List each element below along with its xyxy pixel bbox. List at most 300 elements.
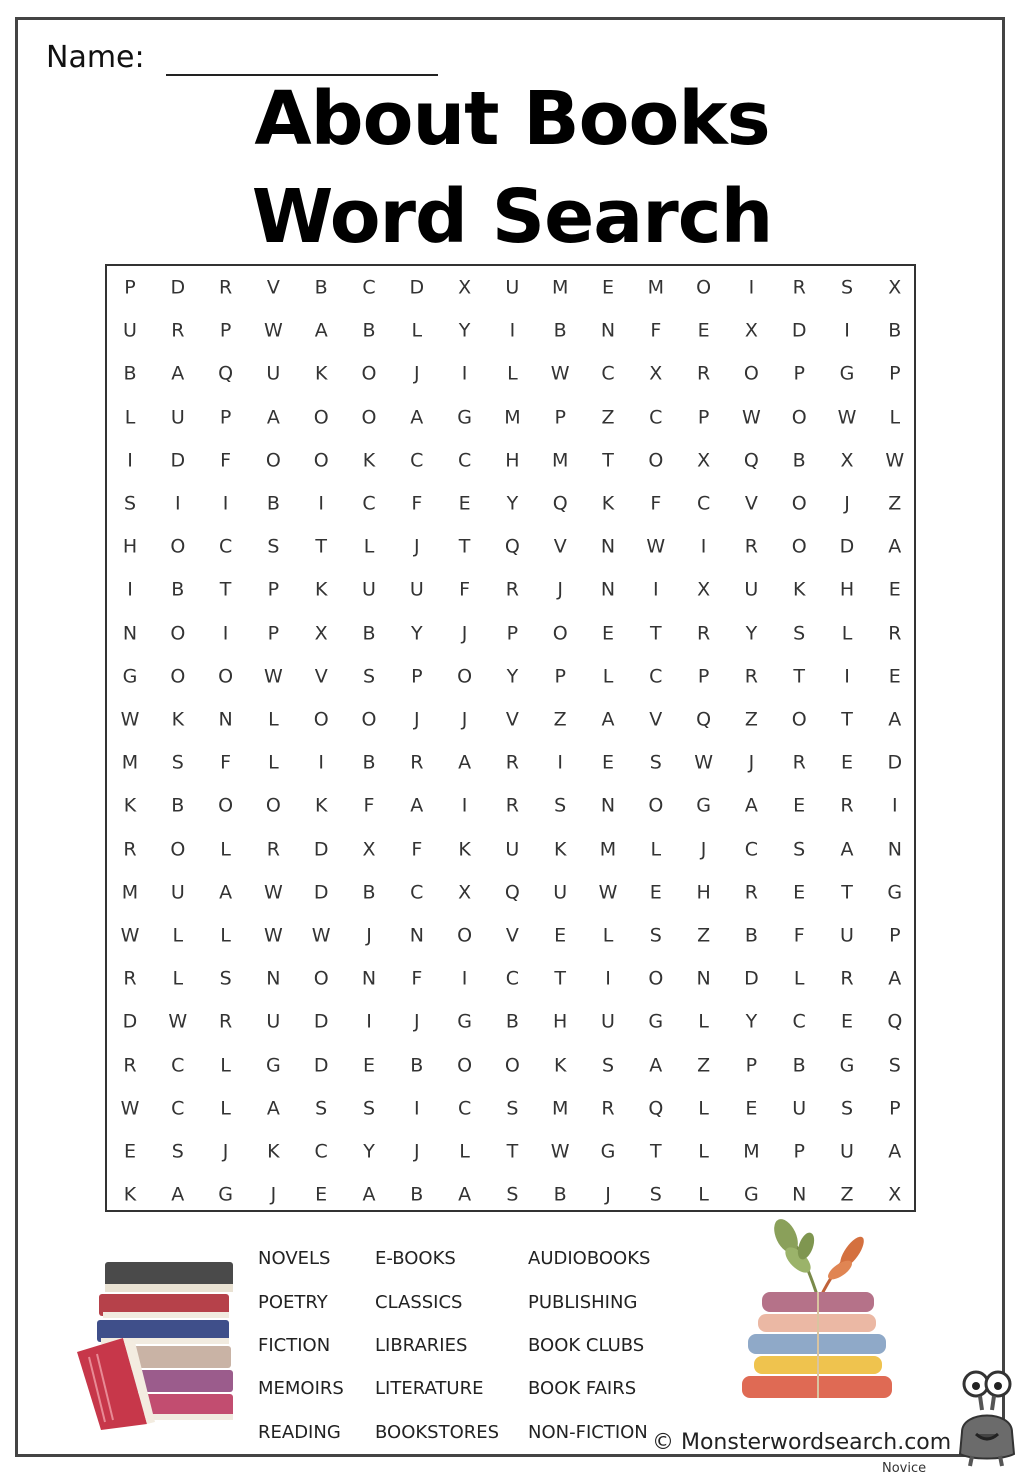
grid-cell[interactable]: U [792, 1097, 807, 1120]
grid-cell[interactable]: F [411, 967, 423, 990]
grid-cell[interactable]: L [268, 751, 279, 774]
grid-cell[interactable]: P [124, 276, 136, 299]
grid-cell[interactable]: R [266, 838, 280, 861]
grid-cell[interactable]: D [313, 881, 329, 904]
grid-cell[interactable]: B [553, 319, 567, 342]
grid-cell[interactable]: N [218, 708, 233, 731]
grid-cell[interactable]: R [696, 622, 711, 645]
grid-cell[interactable]: N [600, 535, 616, 558]
grid-cell[interactable]: R [601, 1097, 615, 1120]
grid-cell[interactable]: S [362, 665, 376, 688]
grid-cell[interactable]: S [793, 838, 806, 861]
grid-cell[interactable]: D [409, 276, 425, 299]
grid-cell[interactable]: I [748, 276, 755, 299]
grid-cell[interactable]: R [744, 881, 758, 904]
grid-cell[interactable]: U [553, 881, 568, 904]
grid-cell[interactable]: E [315, 1183, 328, 1206]
grid-cell[interactable]: I [318, 492, 324, 515]
grid-cell[interactable]: I [700, 535, 707, 558]
grid-cell[interactable]: P [745, 1054, 758, 1077]
grid-cell[interactable]: V [505, 708, 519, 731]
grid-cell[interactable]: S [649, 924, 662, 947]
grid-cell[interactable]: E [123, 1140, 136, 1163]
grid-cell[interactable]: M [504, 406, 521, 429]
grid-cell[interactable]: Y [506, 665, 519, 688]
grid-cell[interactable]: P [793, 1140, 805, 1163]
grid-cell[interactable]: O [457, 1054, 473, 1077]
grid-cell[interactable]: G [648, 1010, 664, 1033]
grid-cell[interactable]: M [121, 881, 139, 904]
grid-cell[interactable]: M [551, 276, 569, 299]
grid-cell[interactable]: H [839, 578, 855, 601]
grid-cell[interactable]: R [744, 665, 758, 688]
grid-cell[interactable]: L [650, 838, 662, 861]
grid-cell[interactable]: O [791, 708, 807, 731]
grid-cell[interactable]: D [122, 1010, 138, 1033]
grid-cell[interactable]: W [120, 1097, 140, 1120]
grid-cell[interactable]: A [744, 794, 758, 817]
grid-cell[interactable]: I [652, 578, 659, 601]
grid-cell[interactable]: L [220, 1054, 231, 1077]
grid-cell[interactable]: V [649, 708, 663, 731]
grid-cell[interactable]: S [315, 1097, 328, 1120]
grid-cell[interactable]: P [889, 1097, 901, 1120]
grid-cell[interactable]: W [694, 751, 713, 774]
grid-cell[interactable]: F [459, 578, 471, 601]
grid-cell[interactable]: Q [218, 362, 234, 385]
grid-cell[interactable]: P [554, 665, 566, 688]
grid-cell[interactable]: Q [887, 1010, 903, 1033]
grid-cell[interactable]: W [120, 924, 140, 947]
grid-cell[interactable]: A [219, 881, 233, 904]
grid-cell[interactable]: R [505, 794, 519, 817]
grid-cell[interactable]: I [605, 967, 611, 990]
grid-cell[interactable]: K [171, 708, 185, 731]
grid-cell[interactable]: O [457, 665, 473, 688]
grid-cell[interactable]: L [793, 967, 805, 990]
grid-cell[interactable]: L [459, 1140, 470, 1163]
grid-cell[interactable]: G [887, 881, 903, 904]
grid-cell[interactable]: P [697, 406, 710, 429]
grid-cell[interactable]: Z [888, 492, 902, 515]
grid-cell[interactable]: S [840, 276, 854, 299]
grid-cell[interactable]: A [171, 362, 185, 385]
grid-cell[interactable]: B [362, 881, 376, 904]
grid-cell[interactable]: C [696, 492, 711, 515]
grid-cell[interactable]: E [601, 622, 614, 645]
grid-cell[interactable]: P [793, 362, 805, 385]
grid-cell[interactable]: Z [744, 708, 758, 731]
grid-cell[interactable]: C [362, 492, 376, 515]
grid-cell[interactable]: G [122, 665, 138, 688]
grid-cell[interactable]: H [696, 881, 711, 904]
grid-cell[interactable]: M [121, 751, 139, 774]
grid-cell[interactable]: O [170, 622, 186, 645]
grid-cell[interactable]: M [647, 276, 664, 299]
grid-cell[interactable]: I [222, 622, 229, 645]
grid-cell[interactable]: I [461, 967, 468, 990]
grid-cell[interactable]: X [649, 362, 663, 385]
grid-cell[interactable]: A [266, 1097, 280, 1120]
grid-cell[interactable]: J [461, 622, 468, 645]
grid-cell[interactable]: K [267, 1140, 280, 1163]
grid-cell[interactable]: J [413, 362, 420, 385]
grid-cell[interactable]: R [505, 578, 519, 601]
grid-cell[interactable]: E [458, 492, 471, 515]
grid-cell[interactable]: S [506, 1183, 519, 1206]
grid-cell[interactable]: W [263, 924, 283, 947]
grid-cell[interactable]: X [744, 319, 758, 342]
grid-cell[interactable]: C [505, 967, 520, 990]
grid-cell[interactable]: E [554, 924, 567, 947]
grid-cell[interactable]: R [218, 276, 233, 299]
grid-cell[interactable]: J [413, 535, 420, 558]
grid-cell[interactable]: S [267, 535, 280, 558]
grid-cell[interactable]: Q [552, 492, 568, 515]
grid-cell[interactable]: C [218, 535, 233, 558]
grid-cell[interactable]: J [700, 838, 707, 861]
grid-cell[interactable]: L [268, 708, 279, 731]
grid-cell[interactable]: Z [697, 924, 711, 947]
grid-cell[interactable]: P [506, 622, 519, 645]
letter-grid[interactable] [105, 264, 916, 1212]
grid-cell[interactable]: N [361, 967, 377, 990]
grid-cell[interactable]: D [839, 535, 855, 558]
grid-cell[interactable]: T [219, 578, 232, 601]
grid-cell[interactable]: M [551, 449, 569, 472]
grid-cell[interactable]: W [120, 708, 140, 731]
grid-cell[interactable]: O [361, 708, 377, 731]
grid-cell[interactable]: I [461, 362, 468, 385]
grid-cell[interactable]: L [363, 535, 375, 558]
grid-cell[interactable]: V [266, 276, 280, 299]
grid-cell[interactable]: G [744, 1183, 759, 1206]
grid-cell[interactable]: B [171, 794, 185, 817]
grid-cell[interactable]: S [840, 1097, 854, 1120]
grid-cell[interactable]: S [793, 622, 806, 645]
grid-cell[interactable]: Y [745, 622, 758, 645]
grid-cell[interactable]: T [793, 665, 805, 688]
grid-cell[interactable]: B [505, 1010, 519, 1033]
grid-cell[interactable]: I [127, 578, 133, 601]
grid-cell[interactable]: S [123, 492, 137, 515]
grid-cell[interactable]: R [840, 794, 854, 817]
grid-cell[interactable]: F [650, 492, 662, 515]
grid-cell[interactable]: O [170, 838, 186, 861]
grid-cell[interactable]: R [792, 751, 806, 774]
grid-cell[interactable]: C [410, 881, 424, 904]
grid-cell[interactable]: R [123, 967, 137, 990]
grid-cell[interactable]: A [266, 406, 280, 429]
grid-cell[interactable]: U [266, 362, 281, 385]
grid-cell[interactable]: J [461, 708, 468, 731]
grid-cell[interactable]: B [362, 319, 376, 342]
grid-cell[interactable]: L [889, 406, 901, 429]
grid-cell[interactable]: A [171, 1183, 185, 1206]
grid-cell[interactable]: O [170, 535, 186, 558]
grid-cell[interactable]: B [410, 1183, 424, 1206]
grid-cell[interactable]: F [363, 794, 375, 817]
grid-cell[interactable]: W [550, 362, 570, 385]
grid-cell[interactable]: L [698, 1097, 709, 1120]
grid-cell[interactable]: A [410, 794, 424, 817]
grid-cell[interactable]: O [218, 665, 234, 688]
grid-cell[interactable]: L [172, 924, 184, 947]
grid-cell[interactable]: U [840, 1140, 854, 1163]
grid-cell[interactable]: B [314, 276, 328, 299]
grid-cell[interactable]: E [840, 1010, 853, 1033]
grid-cell[interactable]: W [837, 406, 857, 429]
grid-cell[interactable]: K [792, 578, 806, 601]
grid-cell[interactable]: D [170, 449, 186, 472]
grid-cell[interactable]: R [123, 1054, 137, 1077]
grid-cell[interactable]: B [123, 362, 137, 385]
grid-cell[interactable]: U [123, 319, 137, 342]
grid-cell[interactable]: X [314, 622, 328, 645]
grid-cell[interactable]: U [840, 924, 854, 947]
grid-cell[interactable]: J [413, 1010, 420, 1033]
grid-cell[interactable]: O [791, 535, 807, 558]
grid-cell[interactable]: U [409, 578, 424, 601]
grid-cell[interactable]: O [265, 794, 281, 817]
grid-cell[interactable]: T [315, 535, 327, 558]
grid-cell[interactable]: I [891, 794, 898, 817]
grid-cell[interactable]: K [123, 794, 137, 817]
grid-cell[interactable]: S [649, 751, 662, 774]
grid-cell[interactable]: F [220, 751, 232, 774]
grid-cell[interactable]: N [887, 838, 902, 861]
grid-cell[interactable]: C [649, 406, 663, 429]
grid-cell[interactable]: W [550, 1140, 570, 1163]
grid-cell[interactable]: Y [410, 622, 423, 645]
grid-cell[interactable]: O [504, 1054, 520, 1077]
grid-cell[interactable]: X [888, 276, 902, 299]
grid-cell[interactable]: W [885, 449, 905, 472]
grid-cell[interactable]: G [600, 1140, 616, 1163]
grid-cell[interactable]: P [697, 665, 710, 688]
grid-cell[interactable]: Q [504, 881, 520, 904]
grid-cell[interactable]: J [270, 1183, 277, 1206]
grid-cell[interactable]: K [458, 838, 471, 861]
grid-cell[interactable]: N [266, 967, 281, 990]
grid-cell[interactable]: X [697, 449, 711, 472]
grid-cell[interactable]: U [601, 1010, 615, 1033]
grid-cell[interactable]: X [362, 838, 376, 861]
grid-cell[interactable]: X [458, 276, 472, 299]
grid-cell[interactable]: H [505, 449, 520, 472]
grid-cell[interactable]: N [122, 622, 138, 645]
grid-cell[interactable]: K [123, 1183, 137, 1206]
grid-cell[interactable]: E [888, 578, 901, 601]
grid-cell[interactable]: N [600, 794, 616, 817]
grid-cell[interactable]: J [557, 578, 563, 601]
grid-cell[interactable]: P [889, 362, 901, 385]
grid-cell[interactable]: L [220, 924, 231, 947]
grid-cell[interactable]: K [362, 449, 376, 472]
grid-cell[interactable]: T [841, 881, 853, 904]
grid-cell[interactable]: O [791, 492, 807, 515]
grid-cell[interactable]: X [888, 1183, 902, 1206]
grid-cell[interactable]: X [458, 881, 472, 904]
grid-cell[interactable]: I [844, 665, 850, 688]
grid-cell[interactable]: O [648, 449, 664, 472]
grid-cell[interactable]: K [601, 492, 615, 515]
grid-cell[interactable]: V [553, 535, 567, 558]
grid-cell[interactable]: F [650, 319, 662, 342]
grid-cell[interactable]: C [410, 449, 424, 472]
grid-cell[interactable]: I [509, 319, 516, 342]
grid-cell[interactable]: B [553, 1183, 567, 1206]
grid-cell[interactable]: D [887, 751, 903, 774]
grid-cell[interactable]: W [311, 924, 331, 947]
grid-cell[interactable]: C [457, 1097, 472, 1120]
grid-cell[interactable]: P [219, 319, 232, 342]
grid-cell[interactable]: O [170, 665, 186, 688]
grid-cell[interactable]: E [888, 665, 901, 688]
grid-cell[interactable]: D [313, 1054, 329, 1077]
grid-cell[interactable]: N [600, 319, 616, 342]
grid-cell[interactable]: O [218, 794, 234, 817]
grid-cell[interactable]: Y [745, 1010, 758, 1033]
grid-cell[interactable]: S [649, 1183, 662, 1206]
grid-cell[interactable]: Y [363, 1140, 375, 1163]
grid-cell[interactable]: U [505, 276, 520, 299]
grid-cell[interactable]: G [839, 1054, 855, 1077]
grid-cell[interactable]: I [413, 1097, 420, 1120]
grid-cell[interactable]: E [601, 751, 614, 774]
grid-cell[interactable]: Z [553, 708, 567, 731]
grid-cell[interactable]: I [844, 319, 850, 342]
grid-cell[interactable]: D [313, 838, 329, 861]
grid-cell[interactable]: B [744, 924, 758, 947]
grid-cell[interactable]: A [362, 1183, 376, 1206]
grid-cell[interactable]: J [413, 708, 420, 731]
grid-cell[interactable]: C [744, 838, 759, 861]
grid-cell[interactable]: B [362, 622, 376, 645]
grid-cell[interactable]: T [649, 1140, 662, 1163]
grid-cell[interactable]: V [314, 665, 328, 688]
grid-cell[interactable]: E [793, 881, 806, 904]
grid-cell[interactable]: Q [743, 449, 759, 472]
grid-cell[interactable]: U [170, 406, 185, 429]
grid-cell[interactable]: G [218, 1183, 233, 1206]
grid-cell[interactable]: U [505, 838, 520, 861]
grid-cell[interactable]: Q [648, 1097, 664, 1120]
grid-cell[interactable]: K [314, 794, 328, 817]
grid-cell[interactable]: L [220, 838, 231, 861]
grid-cell[interactable]: O [361, 362, 377, 385]
grid-cell[interactable]: L [602, 924, 614, 947]
grid-cell[interactable]: N [792, 1183, 807, 1206]
grid-cell[interactable]: A [649, 1054, 663, 1077]
grid-cell[interactable]: E [649, 881, 662, 904]
grid-cell[interactable]: O [361, 406, 377, 429]
grid-cell[interactable]: S [888, 1054, 901, 1077]
grid-cell[interactable]: B [266, 492, 280, 515]
grid-cell[interactable]: S [554, 794, 567, 817]
grid-cell[interactable]: C [171, 1054, 185, 1077]
grid-cell[interactable]: A [888, 708, 902, 731]
grid-cell[interactable]: S [362, 1097, 376, 1120]
grid-cell[interactable]: R [505, 751, 519, 774]
grid-cell[interactable]: L [602, 665, 614, 688]
grid-cell[interactable]: O [648, 794, 664, 817]
grid-cell[interactable]: S [506, 1097, 519, 1120]
grid-cell[interactable]: T [506, 1140, 519, 1163]
grid-cell[interactable]: L [698, 1010, 709, 1033]
grid-cell[interactable]: A [314, 319, 328, 342]
grid-cell[interactable]: L [220, 1097, 231, 1120]
grid-cell[interactable]: R [696, 362, 711, 385]
grid-cell[interactable]: E [840, 751, 853, 774]
grid-cell[interactable]: P [267, 622, 280, 645]
grid-cell[interactable]: J [413, 1140, 420, 1163]
grid-cell[interactable]: K [553, 838, 567, 861]
grid-cell[interactable]: F [793, 924, 805, 947]
grid-cell[interactable]: L [841, 622, 853, 645]
grid-cell[interactable]: J [366, 924, 372, 947]
grid-cell[interactable]: U [266, 1010, 281, 1033]
grid-cell[interactable]: I [318, 751, 324, 774]
grid-cell[interactable]: D [313, 1010, 329, 1033]
grid-cell[interactable]: V [505, 924, 519, 947]
grid-cell[interactable]: Q [504, 535, 520, 558]
grid-cell[interactable]: A [888, 1140, 902, 1163]
grid-cell[interactable]: T [554, 967, 566, 990]
grid-cell[interactable]: B [171, 578, 185, 601]
grid-cell[interactable]: G [457, 406, 472, 429]
grid-cell[interactable]: O [313, 406, 329, 429]
grid-cell[interactable]: W [646, 535, 666, 558]
grid-cell[interactable]: I [461, 794, 468, 817]
grid-cell[interactable]: A [410, 406, 424, 429]
grid-cell[interactable]: C [314, 1140, 328, 1163]
grid-cell[interactable]: B [410, 1054, 424, 1077]
grid-cell[interactable]: E [601, 276, 614, 299]
grid-cell[interactable]: A [458, 1183, 472, 1206]
grid-cell[interactable]: N [409, 924, 424, 947]
grid-cell[interactable]: O [696, 276, 712, 299]
grid-cell[interactable]: L [507, 362, 518, 385]
grid-cell[interactable]: Y [506, 492, 519, 515]
grid-cell[interactable]: E [697, 319, 710, 342]
grid-cell[interactable]: E [362, 1054, 375, 1077]
grid-cell[interactable]: J [605, 1183, 611, 1206]
grid-cell[interactable]: A [840, 838, 854, 861]
grid-cell[interactable]: L [124, 406, 136, 429]
grid-cell[interactable]: A [458, 751, 472, 774]
grid-cell[interactable]: O [648, 967, 664, 990]
grid-cell[interactable]: G [696, 794, 711, 817]
grid-cell[interactable]: E [745, 1097, 758, 1120]
grid-cell[interactable]: F [411, 492, 423, 515]
grid-cell[interactable]: Y [458, 319, 471, 342]
grid-cell[interactable]: P [267, 578, 280, 601]
grid-cell[interactable]: M [599, 838, 617, 861]
grid-cell[interactable]: B [792, 1054, 806, 1077]
grid-cell[interactable]: Q [696, 708, 712, 731]
grid-cell[interactable]: B [792, 449, 806, 472]
grid-cell[interactable]: M [551, 1097, 569, 1120]
grid-cell[interactable]: R [171, 319, 185, 342]
grid-cell[interactable]: J [222, 1140, 229, 1163]
grid-cell[interactable]: I [557, 751, 563, 774]
grid-cell[interactable]: W [168, 1010, 188, 1033]
grid-cell[interactable]: R [410, 751, 424, 774]
grid-cell[interactable]: R [218, 1010, 233, 1033]
grid-cell[interactable]: O [313, 708, 329, 731]
grid-cell[interactable]: Z [697, 1054, 711, 1077]
